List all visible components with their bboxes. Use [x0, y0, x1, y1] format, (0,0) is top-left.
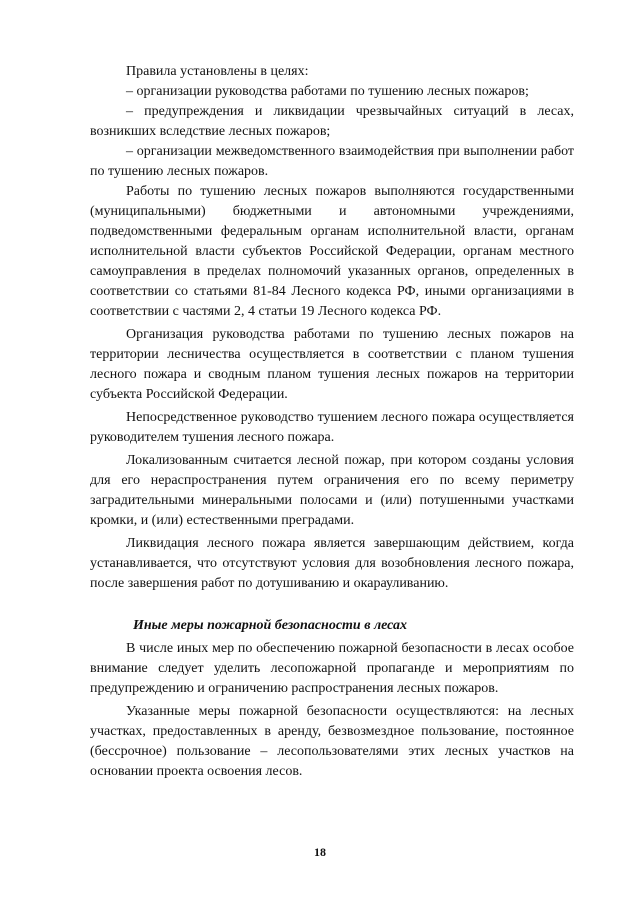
page-number: 18: [314, 845, 326, 859]
paragraph-list-item-2: – предупреждения и ликвидации чрезвычайных ситуаций в лесах, возникших вследствие лесных пожаров;: [90, 104, 574, 139]
paragraph-other-measures: В числе иных мер по обеспечению пожарной безопасности в лесах особое внимание следует уделить лесопожарной пропаганде и мероприятиям по предупреждению и ограничению распространения лесных пожаров.: [90, 641, 574, 696]
paragraph-liquidation: Ликвидация лесного пожара является завершающим действием, когда устанавливается, что отсутствуют условия для возобновления лесного пожара, после завершения работ по дотушиванию и окарауливанию.: [90, 536, 574, 591]
section-heading: Иные меры пожарной безопасности в лесах: [133, 618, 408, 633]
paragraph-localized-fire: Локализованным считается лесной пожар, при котором созданы условия для его нераспространения путем ограничения его по всему периметру заградительными минеральными полосами и (или) потушенными участками кромки, и (или) естественными преградами.: [90, 453, 574, 528]
paragraph-works-performed: Работы по тушению лесных пожаров выполняются государственными (муниципальными) бюджетными и автономными учреждениями, подведомственными федеральным органам исполнительной власти, органам исполнительной власти субъектов Российской Федерации, органам местного самоуправления в пределах полномочий указанных органов, определенных в соответствии со статьями 81-84 Лесного кодекса РФ, иными организациями в соответствии с частями 2, 4 статьи 19 Лесного кодекса РФ.: [90, 184, 574, 319]
paragraph-list-item-3: – организации межведомственного взаимодействия при выполнении работ по тушению лесных пожаров.: [90, 144, 574, 179]
paragraph-measures-implementation: Указанные меры пожарной безопасности осуществляются: на лесных участках, предоставленных в аренду, безвозмездное пользование, постоянное (бессрочное) пользование – лесопользователями этих лесных участков на основании проекта освоения лесов.: [90, 704, 574, 779]
paragraph-direct-management: Непосредственное руководство тушением лесного пожара осуществляется руководителем тушения лесного пожара.: [90, 410, 574, 445]
paragraph-organization: Организация руководства работами по тушению лесных пожаров на территории лесничества осуществляется в соответствии с планом тушения лесного пожара и сводным планом тушения лесных пожаров на территории субъекта Российской Федерации.: [90, 327, 574, 402]
paragraph-intro: Правила установлены в целях:: [126, 64, 309, 79]
paragraph-list-item-1: – организации руководства работами по тушению лесных пожаров;: [126, 84, 529, 99]
